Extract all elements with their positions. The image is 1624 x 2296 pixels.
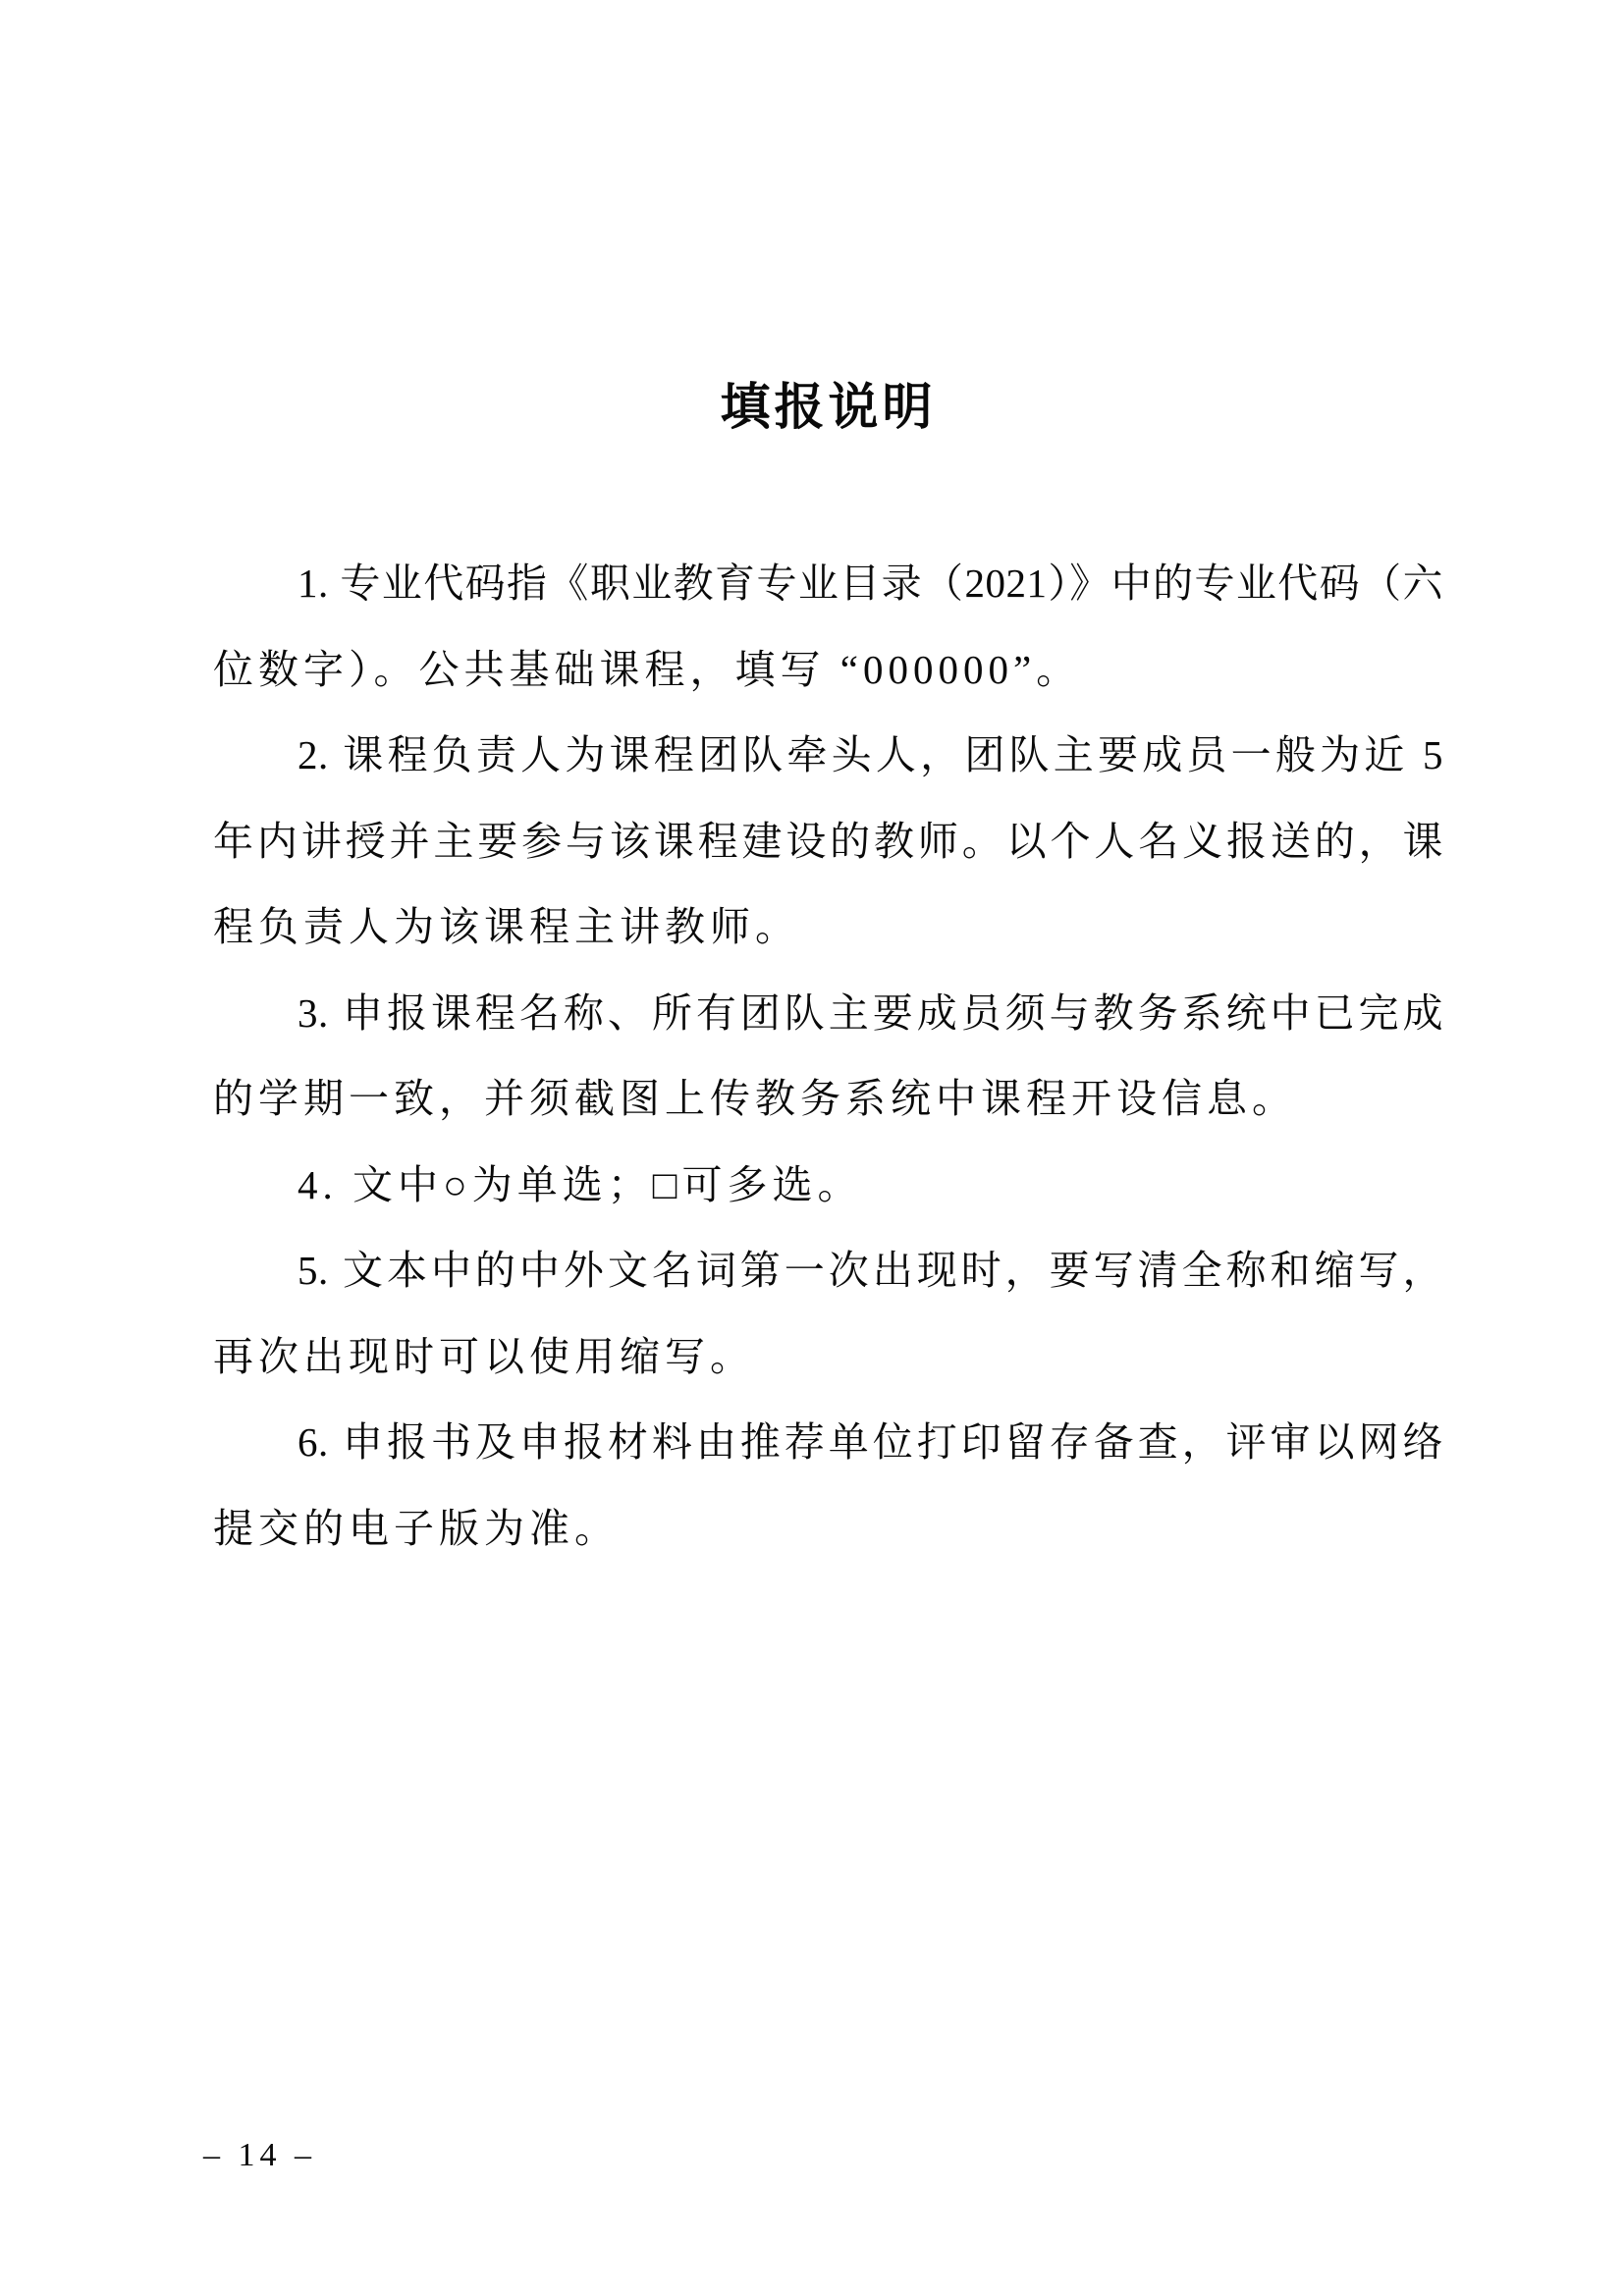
text-line: 5. 文本中的中外文名词第一次出现时，要写清全称和缩写， <box>298 1248 1443 1293</box>
instruction-item <box>213 971 1443 1143</box>
instruction-item <box>213 1228 1443 1400</box>
text-line: 的学期一致，并须截图上传教务系统中课程开设信息。 <box>213 1076 1297 1121</box>
text-line: 4. 文中○为单选；□可多选。 <box>298 1161 863 1207</box>
instruction-item <box>213 713 1443 971</box>
text-line: 位数字）。公共基础课程，填写 “000000”。 <box>213 646 1082 692</box>
instruction-item <box>213 1143 1443 1229</box>
text-line: 程负责人为该课程主讲教师。 <box>213 904 800 949</box>
text-line: 1. 专业代码指《职业教育专业目录（2021）》中的专业代码（六 <box>298 561 1443 606</box>
document-title: 填报说明 <box>720 381 937 436</box>
text-line: 年内讲授并主要参与该课程建设的教师。以个人名义报送的，课 <box>213 818 1443 864</box>
text-line: 3. 申报课程名称、所有团队主要成员须与教务系统中已完成 <box>298 989 1443 1036</box>
text-line: 2. 课程负责人为课程团队牵头人，团队主要成员一般为近 5 <box>298 732 1443 777</box>
text-line: 6. 申报书及申报材料由推荐单位打印留存备查，评审以网络 <box>298 1419 1443 1465</box>
text-line: 提交的电子版为准。 <box>213 1505 620 1551</box>
page-number: – 14 – <box>203 2137 316 2173</box>
instructions-body <box>213 541 1443 1572</box>
text-line: 再次出现时可以使用缩写。 <box>213 1333 755 1379</box>
instruction-item <box>213 1400 1443 1572</box>
instruction-item <box>213 541 1443 713</box>
